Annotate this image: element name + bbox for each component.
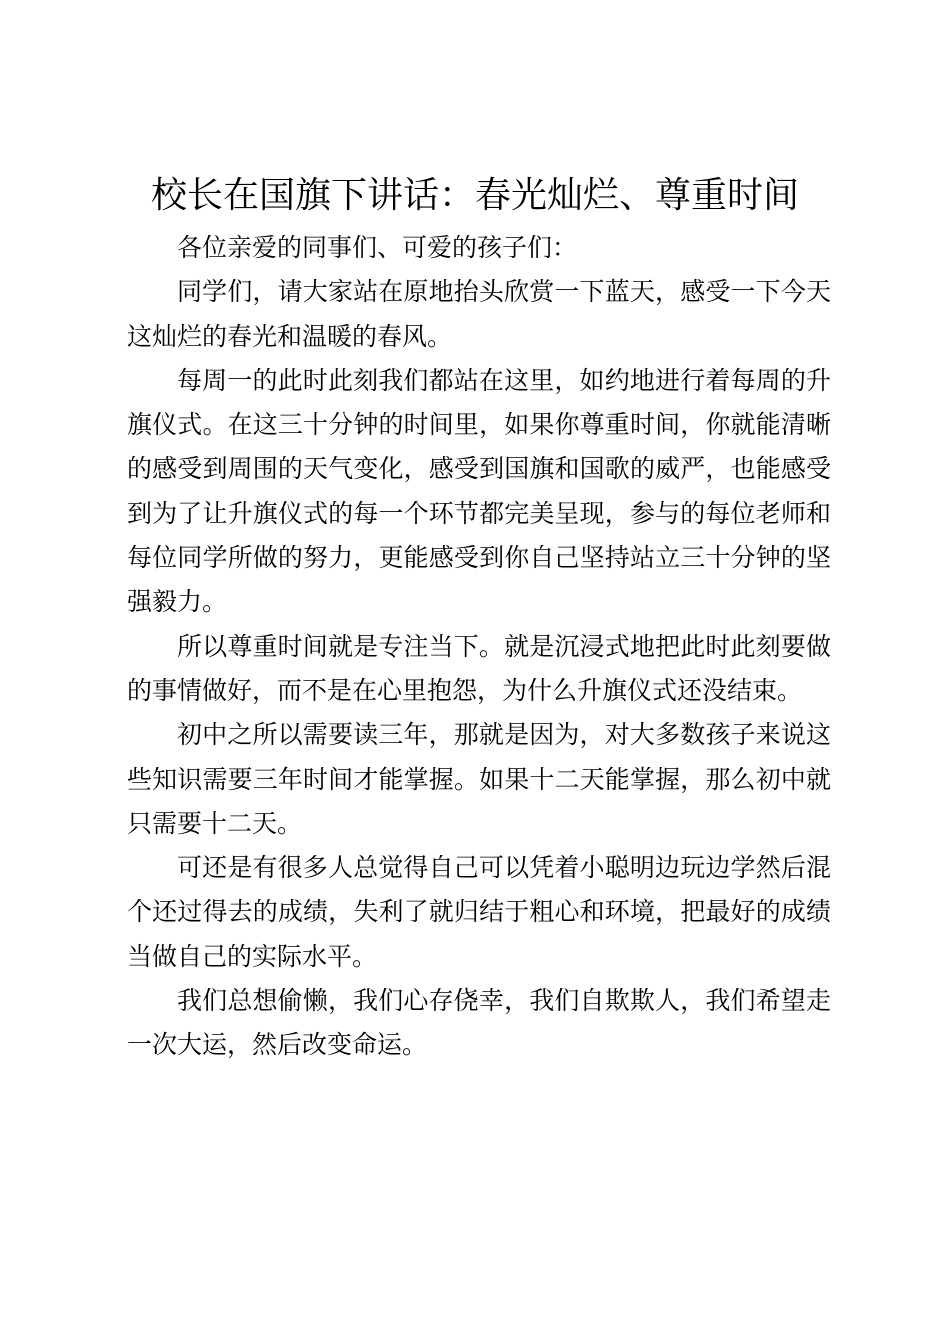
- paragraph-2: 每周一的此时此刻我们都站在这里，如约地进行着每周的升旗仪式。在这三十分钟的时间里，如果你尊重时间，你就能清晰的感受到周围的天气变化，感受到国旗和国歌的威严，也能感受到为了让升旗仪式的每一个环节都完美呈现，参与的每位老师和每位同学所做的努力，更能感受到你自己坚持站立三十分钟的坚强毅力。: [127, 365, 831, 617]
- document-title: 校长在国旗下讲话：春光灿烂、尊重时间: [150, 175, 799, 216]
- paragraph-1: 同学们，请大家站在原地抬头欣赏一下蓝天，感受一下今天这灿烂的春光和温暖的春风。: [127, 277, 831, 351]
- paragraph-4: 初中之所以需要读三年，那就是因为，对大多数孩子来说这些知识需要三年时间才能掌握。如果十二天能掌握，那么初中就只需要十二天。: [127, 720, 831, 838]
- paragraph-6: 我们总想偷懒，我们心存侥幸，我们自欺欺人，我们希望走一次大运，然后改变命运。: [127, 986, 831, 1060]
- paragraph-5: 可还是有很多人总觉得自己可以凭着小聪明边玩边学然后混个还过得去的成绩，失利了就归结于粗心和环境，把最好的成绩当做自己的实际水平。: [127, 853, 831, 971]
- paragraph-greeting: 各位亲爱的同事们、可爱的孩子们：: [177, 233, 578, 262]
- paragraph-3: 所以尊重时间就是专注当下。就是沉浸式地把此时此刻要做的事情做好，而不是在心里抱怨，为什么升旗仪式还没结束。: [127, 631, 831, 705]
- document-body: [127, 226, 831, 1068]
